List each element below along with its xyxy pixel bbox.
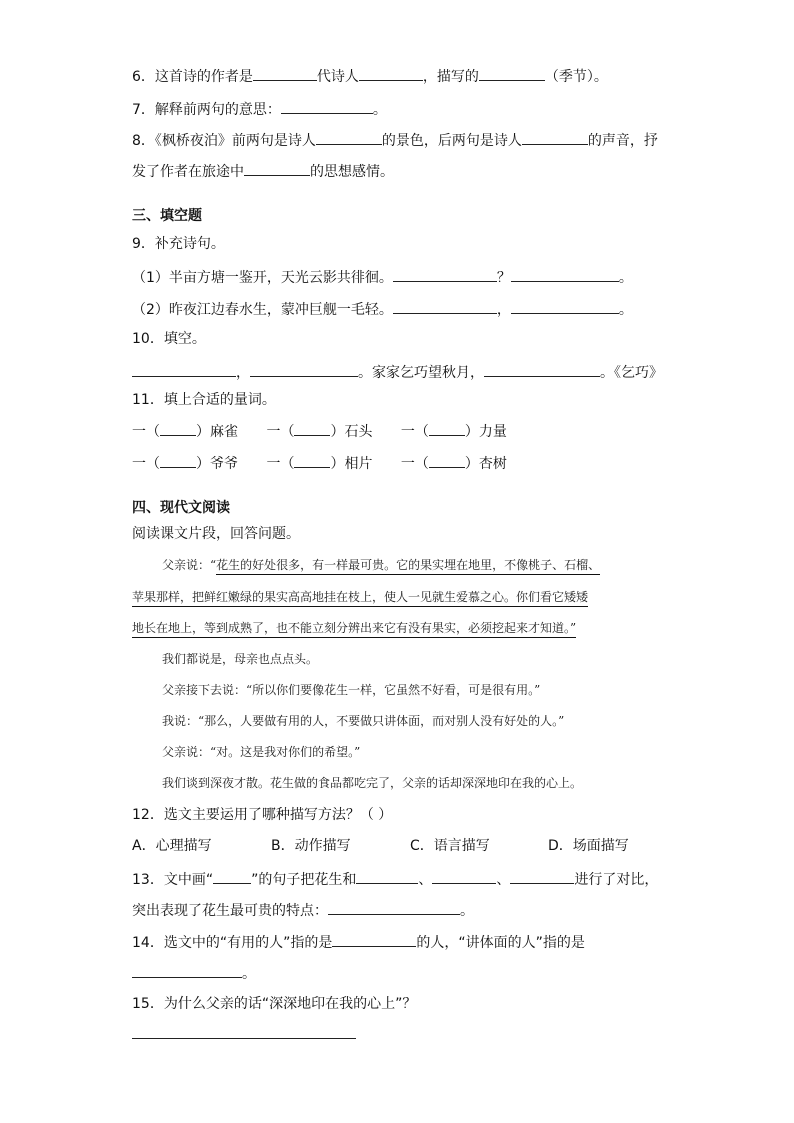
q6-prefix: 6．这首诗的作者是 bbox=[132, 69, 253, 85]
question-9-item-1 bbox=[132, 266, 633, 288]
q7-suffix: 。 bbox=[372, 102, 387, 118]
q13-prefix2: 突出表现了花生最可贵的特点： bbox=[132, 903, 328, 919]
q10-blank-3[interactable] bbox=[484, 361, 600, 377]
q9-item1-text: （1）半亩方塘一鉴开，天光云影共徘徊。 bbox=[132, 270, 393, 286]
question-9-title: 9．补充诗句。 bbox=[132, 236, 225, 252]
passage-paragraph-4: 我说：“那么，人要做有用的人，不要做只讲体面，而对别人没有好处的人。” bbox=[162, 714, 565, 728]
q13-sep2: 、 bbox=[496, 872, 511, 888]
q13-blank-1[interactable] bbox=[356, 868, 418, 884]
passage-underlined: 花生的好处很多，有一样最可贵。它的果实埋在地里，不像桃子、石榴、 bbox=[216, 558, 600, 575]
option-d[interactable]: D．场面描写 bbox=[548, 838, 629, 854]
q6-blank-poet[interactable] bbox=[359, 65, 423, 81]
q14-blank-1[interactable] bbox=[332, 931, 416, 947]
q8-mid: 的景色，后两句是诗人 bbox=[381, 133, 522, 149]
q8-prefix: 8．《枫桥夜泊》前两句是诗人 bbox=[132, 133, 316, 149]
measure-noun: 麻雀 bbox=[210, 424, 238, 440]
measure-prefix: 一（ bbox=[266, 424, 295, 440]
q9-item2-blank-2[interactable] bbox=[511, 298, 619, 314]
q6-mid2: ，描写的 bbox=[422, 69, 479, 85]
q10-blank-2[interactable] bbox=[250, 361, 358, 377]
question-7 bbox=[132, 98, 387, 120]
measure-item bbox=[132, 453, 238, 474]
measure-prefix: 一（ bbox=[132, 424, 160, 440]
measure-noun: 杏树 bbox=[478, 456, 507, 472]
q13-suffix1: 进行了对比， bbox=[574, 872, 659, 888]
question-6 bbox=[132, 65, 608, 87]
q13-blank-2[interactable] bbox=[432, 868, 496, 884]
passage-paragraph-1a bbox=[162, 555, 600, 575]
q13-sep1: 、 bbox=[418, 872, 433, 888]
question-12-title: 12．选文主要运用了哪种描写方法？（ ） bbox=[132, 807, 393, 823]
question-9-item-2 bbox=[132, 298, 633, 320]
question-11-row-2 bbox=[132, 453, 531, 474]
q14-prefix: 14．选文中的“有用的人”指的是 bbox=[132, 935, 333, 951]
q8-suffix2: 的思想感情。 bbox=[310, 164, 394, 180]
measure-noun: 力量 bbox=[478, 424, 507, 440]
q14-mid: 的人，“讲体面的人”指的是 bbox=[416, 935, 585, 951]
passage-paragraph-1c bbox=[132, 618, 576, 638]
measure-blank[interactable] bbox=[160, 421, 196, 436]
q13-blank-mark[interactable] bbox=[213, 868, 251, 884]
q13-suffix2: 。 bbox=[460, 903, 474, 919]
q7-prefix: 7．解释前两句的意思： bbox=[132, 102, 281, 118]
question-14-line1 bbox=[132, 931, 585, 953]
measure-close: ） bbox=[464, 456, 479, 472]
measure-item bbox=[401, 421, 507, 442]
question-13-line1 bbox=[132, 868, 658, 890]
measure-prefix: 一（ bbox=[132, 456, 160, 472]
measure-item bbox=[132, 421, 238, 442]
question-10-line bbox=[132, 361, 663, 383]
measure-prefix: 一（ bbox=[400, 424, 429, 440]
q13-mid: ”的句子把花生和 bbox=[251, 872, 357, 888]
q9-item1-mid: ？ bbox=[496, 270, 511, 286]
measure-close: ） bbox=[330, 424, 345, 440]
measure-close: ） bbox=[196, 424, 210, 440]
question-15-answer-line bbox=[132, 1023, 356, 1045]
measure-blank[interactable] bbox=[429, 421, 465, 436]
q9-item2-suffix: 。 bbox=[618, 302, 633, 318]
measure-item bbox=[401, 453, 507, 474]
q10-mid2: 。家家乞巧望秋月， bbox=[358, 365, 484, 381]
q13-blank-3[interactable] bbox=[510, 868, 574, 884]
q14-blank-2[interactable] bbox=[132, 962, 242, 978]
question-11-title: 11．填上合适的量词。 bbox=[132, 392, 276, 408]
q9-item2-blank-1[interactable] bbox=[393, 298, 497, 314]
measure-blank[interactable] bbox=[429, 453, 465, 468]
measure-noun: 爷爷 bbox=[210, 456, 238, 472]
q9-item2-text: （2）昨夜江边春水生，蒙冲巨舰一毛轻。 bbox=[132, 302, 393, 318]
q6-mid1: 代诗人 bbox=[316, 69, 359, 85]
measure-item bbox=[266, 453, 372, 474]
measure-prefix: 一（ bbox=[400, 456, 429, 472]
question-8-line1 bbox=[132, 129, 658, 151]
measure-noun: 相片 bbox=[344, 456, 373, 472]
q8-prefix2: 发了作者在旅途中 bbox=[132, 164, 244, 180]
q9-item1-blank-2[interactable] bbox=[511, 266, 619, 282]
passage-lead: 父亲说：“ bbox=[162, 558, 217, 572]
section-4-title: 四、现代文阅读 bbox=[132, 500, 230, 516]
passage-underlined: 苹果那样，把鲜红嫩绿的果实高高地挂在枝上，使人一见就生爱慕之心。你们看它矮矮 bbox=[132, 590, 588, 607]
option-a[interactable]: A．心理描写 bbox=[132, 838, 212, 854]
q14-suffix: 。 bbox=[242, 966, 256, 982]
question-8-line2 bbox=[132, 160, 394, 182]
section-4-intro: 阅读课文片段，回答问题。 bbox=[132, 526, 300, 542]
section-3-title: 三、填空题 bbox=[132, 208, 202, 224]
passage-paragraph-1b bbox=[132, 587, 588, 607]
q6-suffix: （季节）。 bbox=[544, 69, 608, 85]
passage-paragraph-3: 父亲接下去说：“所以你们要像花生一样，它虽然不好看，可是很有用。” bbox=[162, 683, 541, 697]
passage-paragraph-5: 父亲说：“对。这是我对你们的希望。” bbox=[162, 745, 361, 759]
question-14-line2 bbox=[132, 962, 256, 984]
question-11-row-1 bbox=[132, 421, 531, 442]
q8-suffix1: 的声音，抒 bbox=[587, 133, 658, 149]
q10-suffix: 。《乞巧》 bbox=[600, 365, 663, 381]
q6-blank-dynasty[interactable] bbox=[253, 65, 317, 81]
q9-item1-suffix: 。 bbox=[618, 270, 633, 286]
q6-blank-season[interactable] bbox=[479, 65, 545, 81]
q8-blank-heard[interactable] bbox=[522, 129, 588, 145]
measure-close: ） bbox=[330, 456, 345, 472]
q9-item2-mid: ， bbox=[496, 302, 511, 318]
question-15-title: 15．为什么父亲的话“深深地印在我的心上”？ bbox=[132, 996, 417, 1012]
passage-paragraph-2: 我们都说是，母亲也点点头。 bbox=[162, 652, 319, 666]
q8-blank-seen[interactable] bbox=[316, 129, 382, 145]
passage-paragraph-6: 我们谈到深夜才散。花生做的食品都吃完了，父亲的话却深深地印在我的心上。 bbox=[162, 776, 583, 790]
measure-blank[interactable] bbox=[294, 421, 330, 436]
measure-blank[interactable] bbox=[160, 453, 196, 468]
q10-blank-1[interactable] bbox=[132, 361, 236, 377]
q13-blank-feature[interactable] bbox=[328, 899, 460, 915]
measure-noun: 石头 bbox=[344, 424, 373, 440]
measure-blank[interactable] bbox=[294, 453, 330, 468]
q10-mid1: ， bbox=[236, 365, 250, 381]
measure-close: ） bbox=[464, 424, 479, 440]
q13-prefix: 13．文中画“ bbox=[132, 872, 214, 888]
q15-answer-blank[interactable] bbox=[132, 1023, 356, 1039]
question-10-title: 10．填空。 bbox=[132, 331, 206, 347]
question-12-options bbox=[132, 836, 629, 856]
measure-prefix: 一（ bbox=[266, 456, 295, 472]
q8-blank-feeling[interactable] bbox=[244, 160, 310, 176]
measure-close: ） bbox=[196, 456, 210, 472]
option-b[interactable]: B．动作描写 bbox=[271, 838, 351, 854]
q9-item1-blank-1[interactable] bbox=[393, 266, 497, 282]
passage-underlined: 地长在地上，等到成熟了，也不能立刻分辨出来它有没有果实，必须挖起来才知道。” bbox=[132, 621, 576, 638]
measure-item bbox=[266, 421, 372, 442]
q7-blank[interactable] bbox=[281, 98, 373, 114]
question-13-line2 bbox=[132, 899, 474, 921]
option-c[interactable]: C．语言描写 bbox=[410, 838, 490, 854]
